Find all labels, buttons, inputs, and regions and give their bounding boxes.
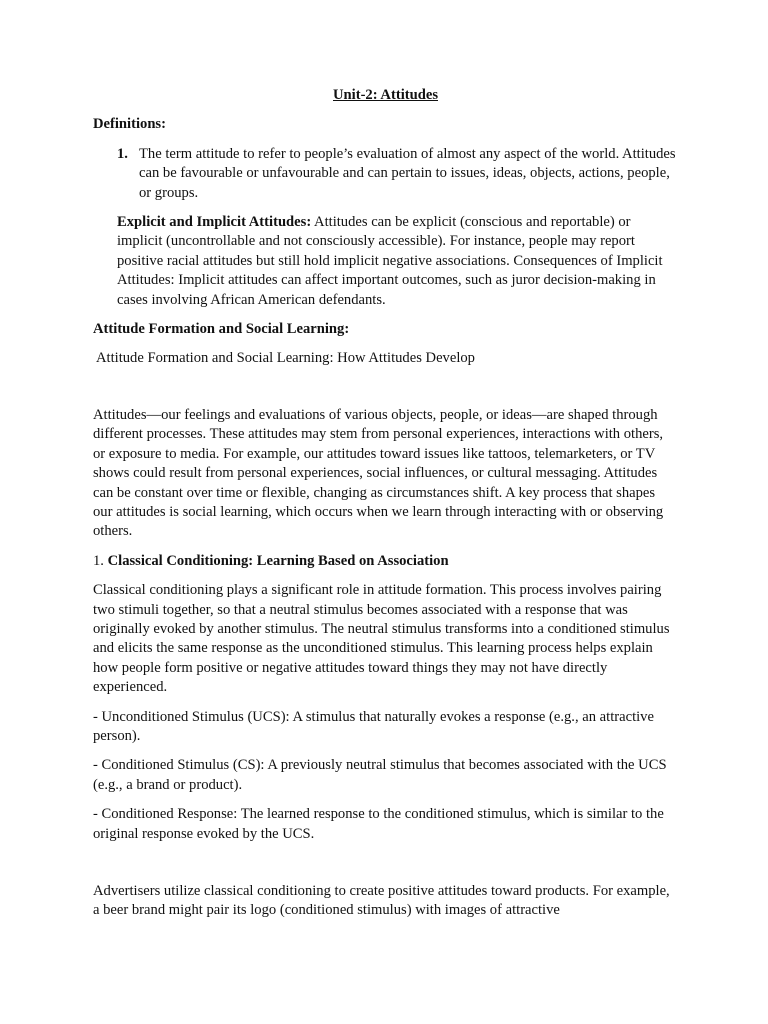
definition-text: The term attitude to refer to people’s evaluation of almost any aspect of the world. Attitudes can be favourable or unfavourable and can pertain to issues, ideas, objects, actions, people, or groups. [139,145,676,201]
document-body [93,86,678,931]
definitions-heading: Definitions: [93,116,166,133]
definition-item-1 [117,145,678,203]
classical-heading-number: 1. [93,552,108,569]
classical-conditioning-paragraph: Classical conditioning plays a significant role in attitude formation. This process involves pairing two stimuli together, so that a neutral stimulus becomes associated with a response that was originally evoked by another stimulus. The neutral stimulus transforms into a conditioned stimulus and elicits the same response as the unconditioned stimulus. This learning process helps explain how people form positive or negative attitudes toward things they may not have directly experienced. [93,582,670,696]
cr-item: - Conditioned Response: The learned response to the conditioned stimulus, which is similar to the original response evoked by the UCS. [93,806,664,842]
definition-number: 1. [117,145,128,162]
page-title: Unit-2: Attitudes [333,87,438,103]
explicit-implicit-paragraph [117,213,678,310]
advertisers-paragraph: Advertisers utilize classical conditioning to create positive attitudes toward products. For example, a beer brand might pair its logo (conditioned stimulus) with images of attractive [93,883,670,919]
attitudes-paragraph: Attitudes—our feelings and evaluations of various objects, people, or ideas—are shaped through different processes. These attitudes may stem from personal experiences, interactions with others, or exposure to media. For example, our attitudes toward issues like tattoos, telemarketers, or TV shows could result from personal experiences, social influences, or cultural messaging. Attitudes can be constant over time or flexible, changing as circumstances shift. A key process that shapes our attitudes is social learning, which occurs when we learn through interacting with or observing others. [93,406,664,540]
cs-item: - Conditioned Stimulus (CS): A previously neutral stimulus that becomes associated with the UCS (e.g., a brand or product). [93,757,667,793]
explicit-implicit-label: Explicit and Implicit Attitudes: [117,214,312,231]
ucs-item: - Unconditioned Stimulus (UCS): A stimulus that naturally evokes a response (e.g., an attractive person). [93,708,654,744]
classical-heading-text: Classical Conditioning: Learning Based on Association [107,552,449,569]
explicit-implicit-text: Attitudes can be explicit (conscious and reportable) or implicit (uncontrollable and not consciously accessible). For instance, people may report positive racial attitudes but still hold implicit negative associations. Consequences of Implicit Attitudes: Implicit attitudes can affect important outcomes, such as juror decision-making in cases involving African American defendants. [117,214,663,308]
formation-subline: Attitude Formation and Social Learning: How Attitudes Develop [96,350,475,367]
classical-conditioning-heading [93,552,678,571]
formation-heading: Attitude Formation and Social Learning: [93,321,350,338]
